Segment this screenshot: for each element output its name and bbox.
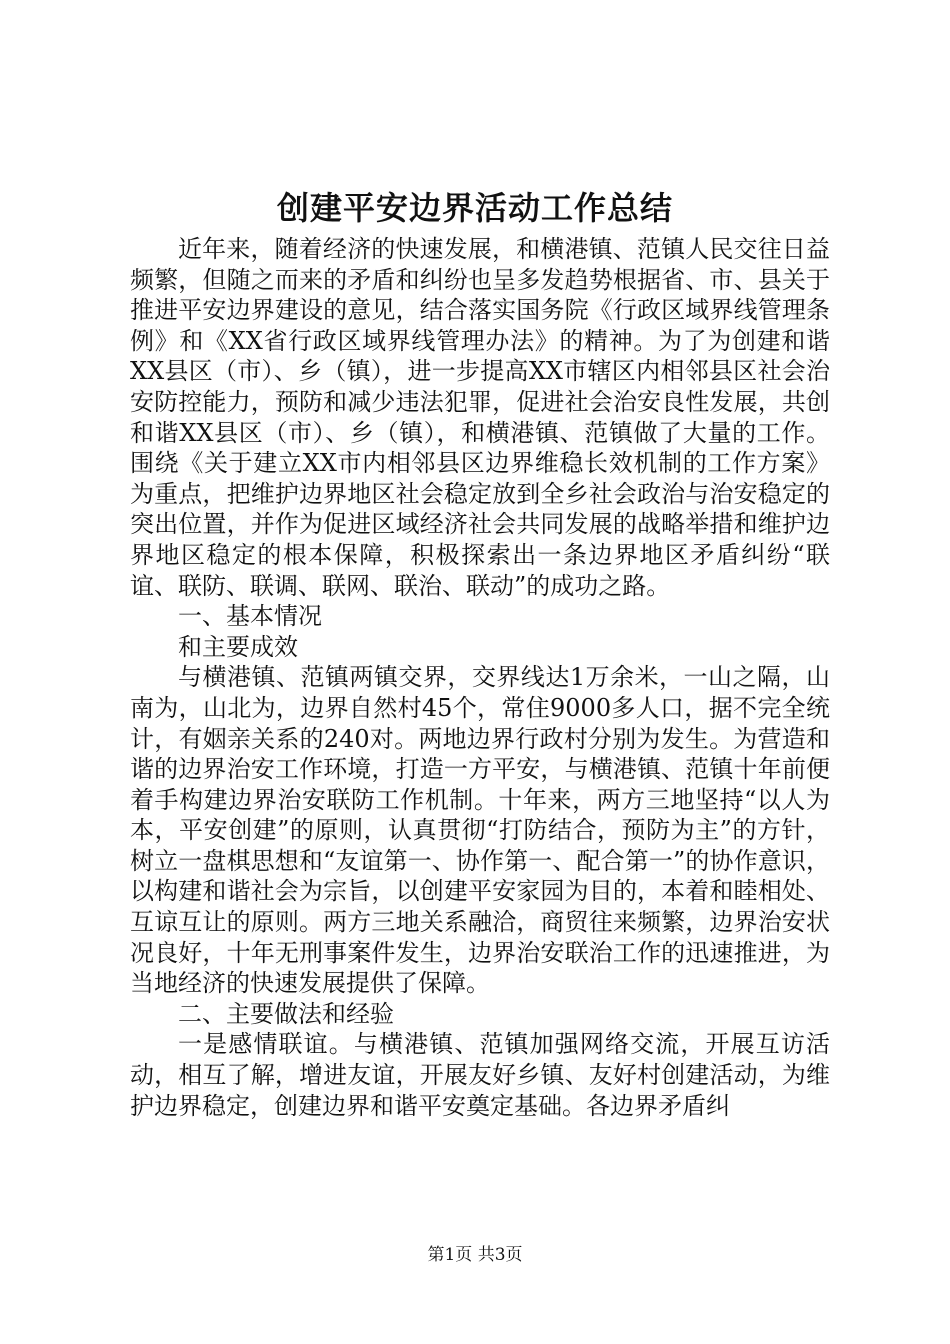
paragraph-overview: 与横港镇、范镇两镇交界，交界线达1万余米，一山之隔，山南为，山北为，边界自然村45个，常住9000多人口，据不完全统计，有姻亲关系的240对。两地边界行政村分别为发生。为营造和谐的边界治安工作环境，打造一方平安，与横港镇、范镇十年前便着手构建边界治安联防工作机制。十年来，两方三地坚持“以人为本，平安创建”的原则，认真贯彻“打防结合，预防为主”的方针，树立一盘棋思想和“友谊第一、协作第一、配合第一”的协作意识，以构建和谐社会为宗旨，以创建平安家园为目的，本着和睦相处、互谅互让的原则。两方三地关系融洽，商贸往来频繁，边界治安状况良好，十年无刑事案件发生，边界治安联治工作的迅速推进，为当地经济的快速发展提供了保障。 [130, 663, 830, 998]
section-heading-basic: 一、基本情况 [178, 602, 322, 631]
paragraph-method-one: 一是感情联谊。与横港镇、范镇加强网络交流，开展互访活动，相互了解，增进友谊，开展友好乡镇、友好村创建活动，为维护边界稳定，创建边界和谐平安奠定基础。各边界矛盾纠 [130, 1030, 830, 1120]
page-number-footer: 第1页 共3页 [427, 1245, 523, 1265]
document-body [130, 234, 830, 1121]
section-heading-results: 和主要成效 [178, 632, 298, 661]
section-heading-methods: 二、主要做法和经验 [178, 999, 394, 1028]
paragraph-intro: 近年来，随着经济的快速发展，和横港镇、范镇人民交往日益频繁，但随之而来的矛盾和纠纷也呈多发趋势根据省、市、县关于推进平安边界建设的意见，结合落实国务院《行政区域界线管理条例》和《XX省行政区域界线管理办法》的精神。为了为创建和谐XX县区（市）、乡（镇），进一步提高XX市辖区内相邻县区社会治安防控能力，预防和减少违法犯罪，促进社会治安良性发展，共创和谐XX县区（市）、乡（镇），和横港镇、范镇做了大量的工作。围绕《关于建立XX市内相邻县区边界维稳长效机制的工作方案》为重点，把维护边界地区社会稳定放到全乡社会政治与治安稳定的突出位置，并作为促进区域经济社会共同发展的战略举措和维护边界地区稳定的根本保障，积极探索出一条边界地区矛盾纠纷“联谊、联防、联调、联网、联治、联动”的成功之路。 [130, 235, 830, 600]
document-title: 创建平安边界活动工作总结 [276, 189, 673, 227]
